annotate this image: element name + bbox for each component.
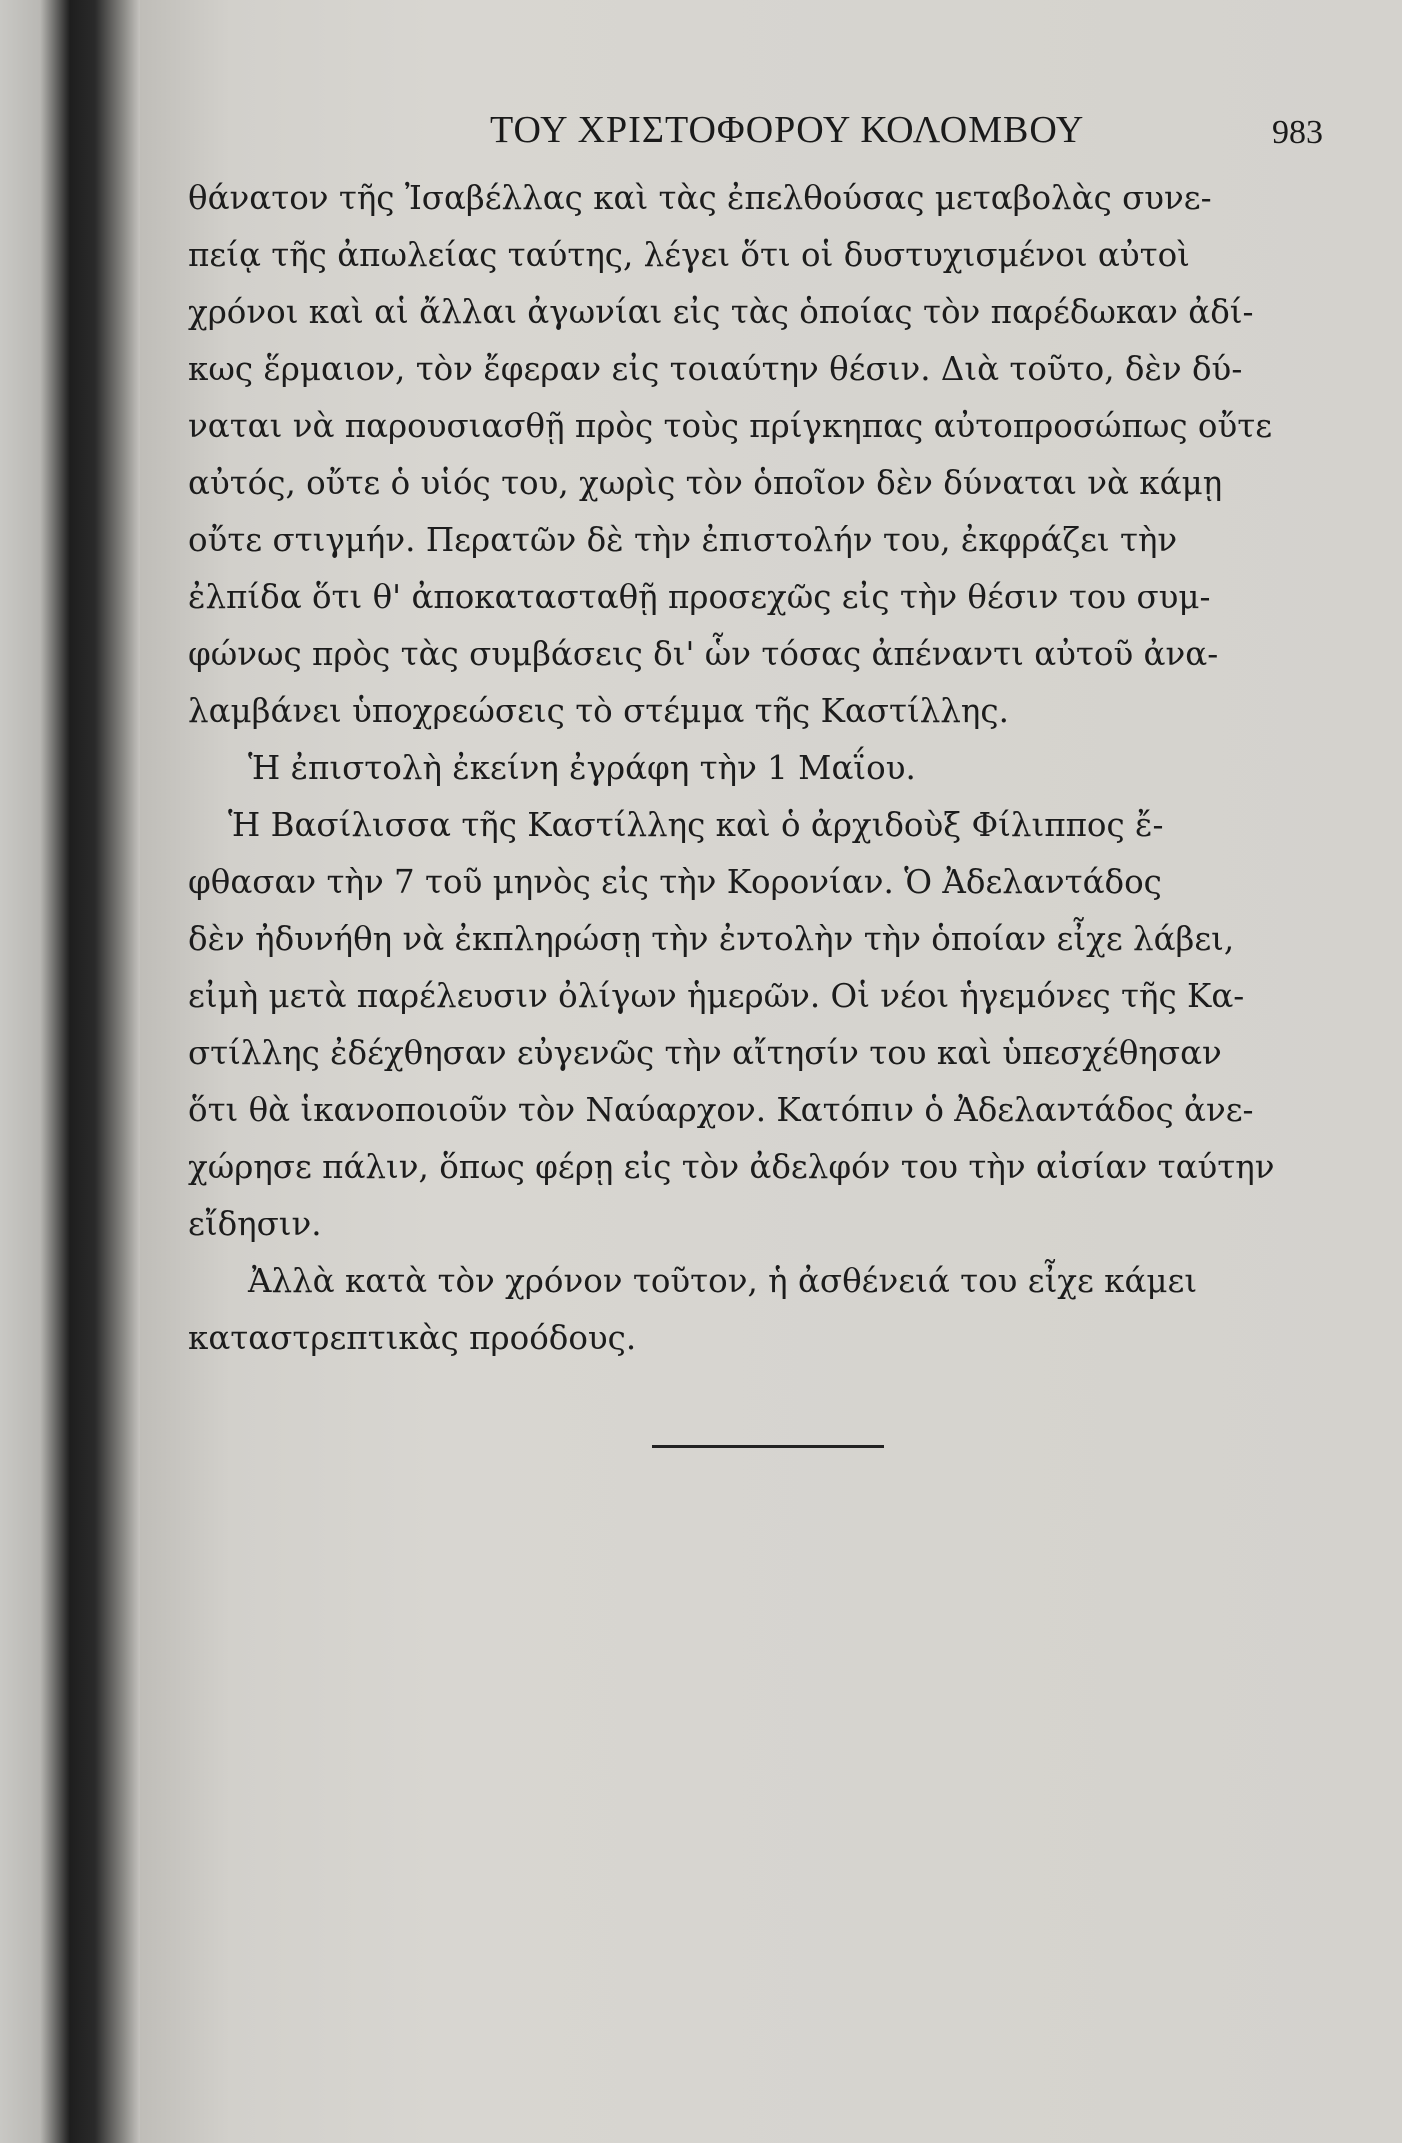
text-line: ἐλπίδα ὅτι θ' ἀποκατασταθῇ προσεχῶς εἰς τὴν θέσιν του συμ- <box>188 578 1211 616</box>
paragraph-start-line: Ἀλλὰ κατὰ τὸν χρόνον τοῦτον, ἡ ἀσθένειά του εἶχε κάμει <box>248 1262 1198 1300</box>
text-line: λαμβάνει ὑποχρεώσεις τὸ στέμμα τῆς Καστίλλης. <box>188 692 1009 730</box>
paragraph-start-line: Ἡ ἐπιστολὴ ἐκείνη ἐγράφη τὴν 1 Μαΐου. <box>248 749 916 787</box>
text-line: δὲν ἠδυνήθη νὰ ἐκπληρώσῃ τὴν ἐντολὴν τὴν ὁποίαν εἶχε λάβει, <box>188 920 1235 958</box>
text-line: καταστρεπτικὰς προόδους. <box>188 1319 637 1357</box>
text-line: ναται νὰ παρουσιασθῇ πρὸς τοὺς πρίγκηπας αὐτοπροσώπως οὔτε <box>188 407 1273 445</box>
text-line: χρόνοι καὶ αἱ ἄλλαι ἀγωνίαι εἰς τὰς ὁποίας τὸν παρέδωκαν ἀδί- <box>188 293 1254 331</box>
body-text <box>188 170 1318 1367</box>
text-line: αὐτός, οὔτε ὁ υἱός του, χωρὶς τὸν ὁποῖον δὲν δύναται νὰ κάμῃ <box>188 464 1223 502</box>
running-head <box>140 108 1402 158</box>
running-title: ΤΟΥ ΧΡΙΣΤΟΦΟΡΟΥ ΚΟΛΟΜΒΟΥ <box>490 109 1085 151</box>
text-line: κως ἕρμαιον, τὸν ἔφεραν εἰς τοιαύτην θέσιν. Διὰ τοῦτο, δὲν δύ- <box>188 350 1243 388</box>
text-line: οὔτε στιγμήν. Περατῶν δὲ τὴν ἐπιστολήν του, ἐκφράζει τὴν <box>188 521 1178 559</box>
text-line: εἰμὴ μετὰ παρέλευσιν ὀλίγων ἡμερῶν. Οἱ νέοι ἡγεμόνες τῆς Κα- <box>188 977 1245 1015</box>
text-line: φώνως πρὸς τὰς συμβάσεις δι' ὧν τόσας ἀπέναντι αὐτοῦ ἀνα- <box>188 635 1219 673</box>
text-line: χώρησε πάλιν, ὅπως φέρῃ εἰς τὸν ἀδελφόν του τὴν αἰσίαν ταύτην <box>188 1148 1275 1186</box>
book-gutter-shadow <box>0 0 140 2143</box>
book-page <box>140 0 1402 2143</box>
text-line: φθασαν τὴν 7 τοῦ μηνὸς εἰς τὴν Κορονίαν. Ὁ Ἀδελαντάδος <box>188 863 1162 901</box>
text-line: πείᾳ τῆς ἀπωλείας ταύτης, λέγει ὅτι οἱ δυστυχισμένοι αὐτοὶ <box>188 236 1190 274</box>
text-line: ὅτι θὰ ἱκανοποιοῦν τὸν Ναύαρχον. Κατόπιν ὁ Ἀδελαντάδος ἀνε- <box>188 1091 1254 1129</box>
text-line: εἴδησιν. <box>188 1205 322 1243</box>
paragraph-start-line: Ἡ Βασίλισσα τῆς Καστίλλης καὶ ὁ ἀρχιδοὺξ Φίλιππος ἔ- <box>228 806 1164 844</box>
page-number: 983 <box>1272 114 1323 151</box>
end-rule <box>652 1445 884 1448</box>
text-line: στίλλης ἐδέχθησαν εὐγενῶς τὴν αἴτησίν του καὶ ὑπεσχέθησαν <box>188 1034 1222 1072</box>
text-line: θάνατον τῆς Ἰσαβέλλας καὶ τὰς ἐπελθούσας μεταβολὰς συνε- <box>188 179 1212 217</box>
